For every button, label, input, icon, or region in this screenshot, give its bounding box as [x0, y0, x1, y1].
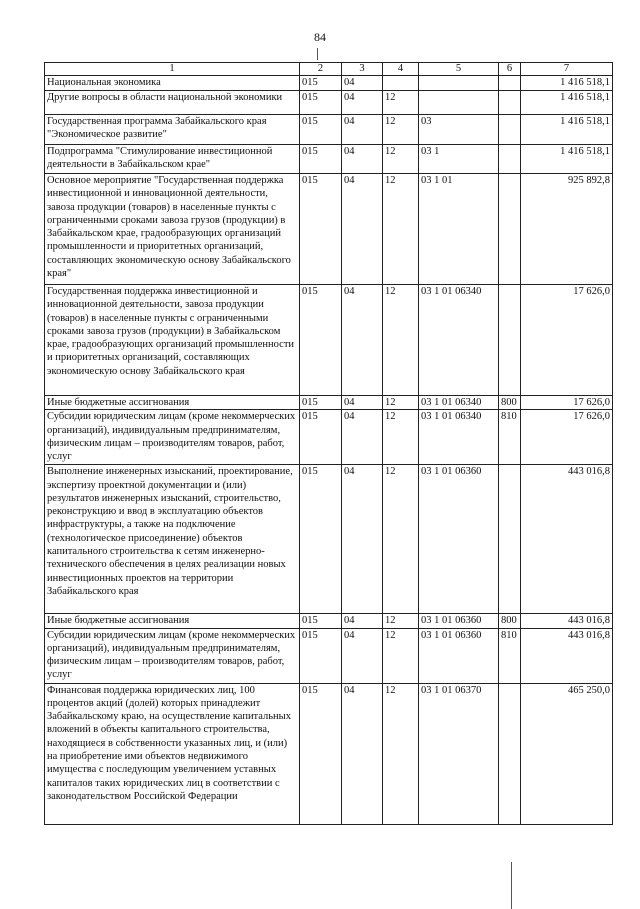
table-row — [45, 410, 613, 465]
target-article-code: 03 1 01 06340 — [419, 410, 499, 465]
column-number: 1 — [45, 63, 300, 76]
target-article-code: 03 1 01 06360 — [419, 465, 499, 614]
row-name: Государственная поддержка инвестиционной и инновационной деятельности, завоза продукции (товаров) в населенные пункты с ограниченными сроками завоза грузов (продукции) в Забайкальском крае, градообразующих организаций промышленности и приоритетных организаций, составляющих экономическую основу Забайкальского края — [45, 285, 300, 396]
row-name: Финансовая поддержка юридических лиц, 100 процентов акций (долей) которых принадлежит Забайкальскому краю, на осуществление капитальных вложений в объекты капитального строительства, находящиеся в собственности указанных лиц, и (или) на приобретение ими объектов недвижимого имущества с последующим увеличением уставных капиталов таких юридических лиц в соответствии с законодательством Российской Федерации — [45, 683, 300, 824]
column-number-row — [45, 63, 613, 76]
expense-type-code: 800 — [499, 396, 521, 410]
admin-code: 015 — [300, 174, 342, 285]
target-article-code: 03 1 01 06370 — [419, 683, 499, 824]
table-row — [45, 285, 613, 396]
section-code: 04 — [342, 145, 383, 174]
row-name: Иные бюджетные ассигнования — [45, 396, 300, 410]
admin-code: 015 — [300, 683, 342, 824]
scan-tick-mark — [317, 48, 318, 60]
amount: 17 626,0 — [521, 410, 613, 465]
subsection-code: 12 — [383, 115, 419, 145]
section-code: 04 — [342, 115, 383, 145]
amount: 443 016,8 — [521, 614, 613, 628]
subsection-code: 12 — [383, 614, 419, 628]
target-article-code: 03 1 01 06360 — [419, 614, 499, 628]
section-code: 04 — [342, 628, 383, 683]
admin-code: 015 — [300, 285, 342, 396]
budget-table — [44, 62, 613, 825]
amount: 17 626,0 — [521, 285, 613, 396]
amount: 925 892,8 — [521, 174, 613, 285]
table-row — [45, 76, 613, 91]
expense-type-code — [499, 145, 521, 174]
target-article-code — [419, 91, 499, 115]
column-number: 7 — [521, 63, 613, 76]
row-name: Субсидии юридическим лицам (кроме некоммерческих организаций), индивидуальным предпринимателям, физическим лицам – производителям товаров, работ, услуг — [45, 628, 300, 683]
table-row — [45, 91, 613, 115]
expense-type-code — [499, 115, 521, 145]
amount: 1 416 518,1 — [521, 145, 613, 174]
subsection-code: 12 — [383, 285, 419, 396]
section-code: 04 — [342, 683, 383, 824]
admin-code: 015 — [300, 91, 342, 115]
amount: 17 626,0 — [521, 396, 613, 410]
amount: 443 016,8 — [521, 628, 613, 683]
expense-type-code — [499, 91, 521, 115]
expense-type-code — [499, 683, 521, 824]
column-number: 3 — [342, 63, 383, 76]
subsection-code: 12 — [383, 683, 419, 824]
row-name: Национальная экономика — [45, 76, 300, 91]
table-row — [45, 614, 613, 628]
amount: 465 250,0 — [521, 683, 613, 824]
section-code: 04 — [342, 76, 383, 91]
section-code: 04 — [342, 410, 383, 465]
subsection-code: 12 — [383, 174, 419, 285]
expense-type-code — [499, 465, 521, 614]
target-article-code: 03 1 01 06360 — [419, 628, 499, 683]
target-article-code — [419, 76, 499, 91]
target-article-code: 03 1 01 — [419, 174, 499, 285]
admin-code: 015 — [300, 614, 342, 628]
expense-type-code — [499, 285, 521, 396]
row-name: Субсидии юридическим лицам (кроме некоммерческих организаций), индивидуальным предпринимателям, физическим лицам – производителям товаров, работ, услуг — [45, 410, 300, 465]
admin-code: 015 — [300, 76, 342, 91]
amount: 1 416 518,1 — [521, 76, 613, 91]
expense-type-code — [499, 76, 521, 91]
row-name: Другие вопросы в области национальной экономики — [45, 91, 300, 115]
page-number: 84 — [314, 30, 326, 44]
table-row — [45, 145, 613, 174]
subsection-code: 12 — [383, 628, 419, 683]
section-code: 04 — [342, 465, 383, 614]
expense-type-code — [499, 174, 521, 285]
subsection-code: 12 — [383, 396, 419, 410]
row-name: Выполнение инженерных изысканий, проектирование, экспертизу проектной документации и (или) результатов инженерных изысканий, строительство, реконструкцию и ввод в эксплуатацию объектов инфраструктуры, а также на подключение (технологическое присоединение) объектов капитального строительства к сетям инженерно-технического обеспечения в целях реализации новых инвестиционных проектов на территории Забайкальского края — [45, 465, 300, 614]
table-row — [45, 683, 613, 824]
target-article-code: 03 1 01 06340 — [419, 396, 499, 410]
row-name: Государственная программа Забайкальского края "Экономическое развитие" — [45, 115, 300, 145]
expense-type-code: 810 — [499, 628, 521, 683]
admin-code: 015 — [300, 410, 342, 465]
row-name: Основное мероприятие "Государственная поддержка инвестиционной и инновационной деятельности, завоза продукции (товаров) в населенные пункты с ограниченными сроками завоза грузов (продукции) в Забайкальском крае, градообразующих организаций промышленности и приоритетных организаций, составляющих экономическую основу Забайкальского края" — [45, 174, 300, 285]
table-row — [45, 174, 613, 285]
row-name: Подпрограмма "Стимулирование инвестиционной деятельности в Забайкальском крае" — [45, 145, 300, 174]
table-row — [45, 115, 613, 145]
section-code: 04 — [342, 91, 383, 115]
subsection-code: 12 — [383, 410, 419, 465]
section-code: 04 — [342, 396, 383, 410]
amount: 443 016,8 — [521, 465, 613, 614]
column-number: 5 — [419, 63, 499, 76]
admin-code: 015 — [300, 465, 342, 614]
amount: 1 416 518,1 — [521, 115, 613, 145]
subsection-code: 12 — [383, 91, 419, 115]
amount: 1 416 518,1 — [521, 91, 613, 115]
row-name: Иные бюджетные ассигнования — [45, 614, 300, 628]
table-row — [45, 396, 613, 410]
subsection-code — [383, 76, 419, 91]
admin-code: 015 — [300, 115, 342, 145]
expense-type-code: 810 — [499, 410, 521, 465]
table-row — [45, 628, 613, 683]
target-article-code: 03 — [419, 115, 499, 145]
expense-type-code: 800 — [499, 614, 521, 628]
column-number: 2 — [300, 63, 342, 76]
admin-code: 015 — [300, 628, 342, 683]
section-code: 04 — [342, 614, 383, 628]
section-code: 04 — [342, 174, 383, 285]
admin-code: 015 — [300, 396, 342, 410]
table-row — [45, 465, 613, 614]
subsection-code: 12 — [383, 465, 419, 614]
admin-code: 015 — [300, 145, 342, 174]
scan-margin-line — [511, 862, 512, 909]
section-code: 04 — [342, 285, 383, 396]
column-number: 4 — [383, 63, 419, 76]
subsection-code: 12 — [383, 145, 419, 174]
target-article-code: 03 1 — [419, 145, 499, 174]
target-article-code: 03 1 01 06340 — [419, 285, 499, 396]
column-number: 6 — [499, 63, 521, 76]
